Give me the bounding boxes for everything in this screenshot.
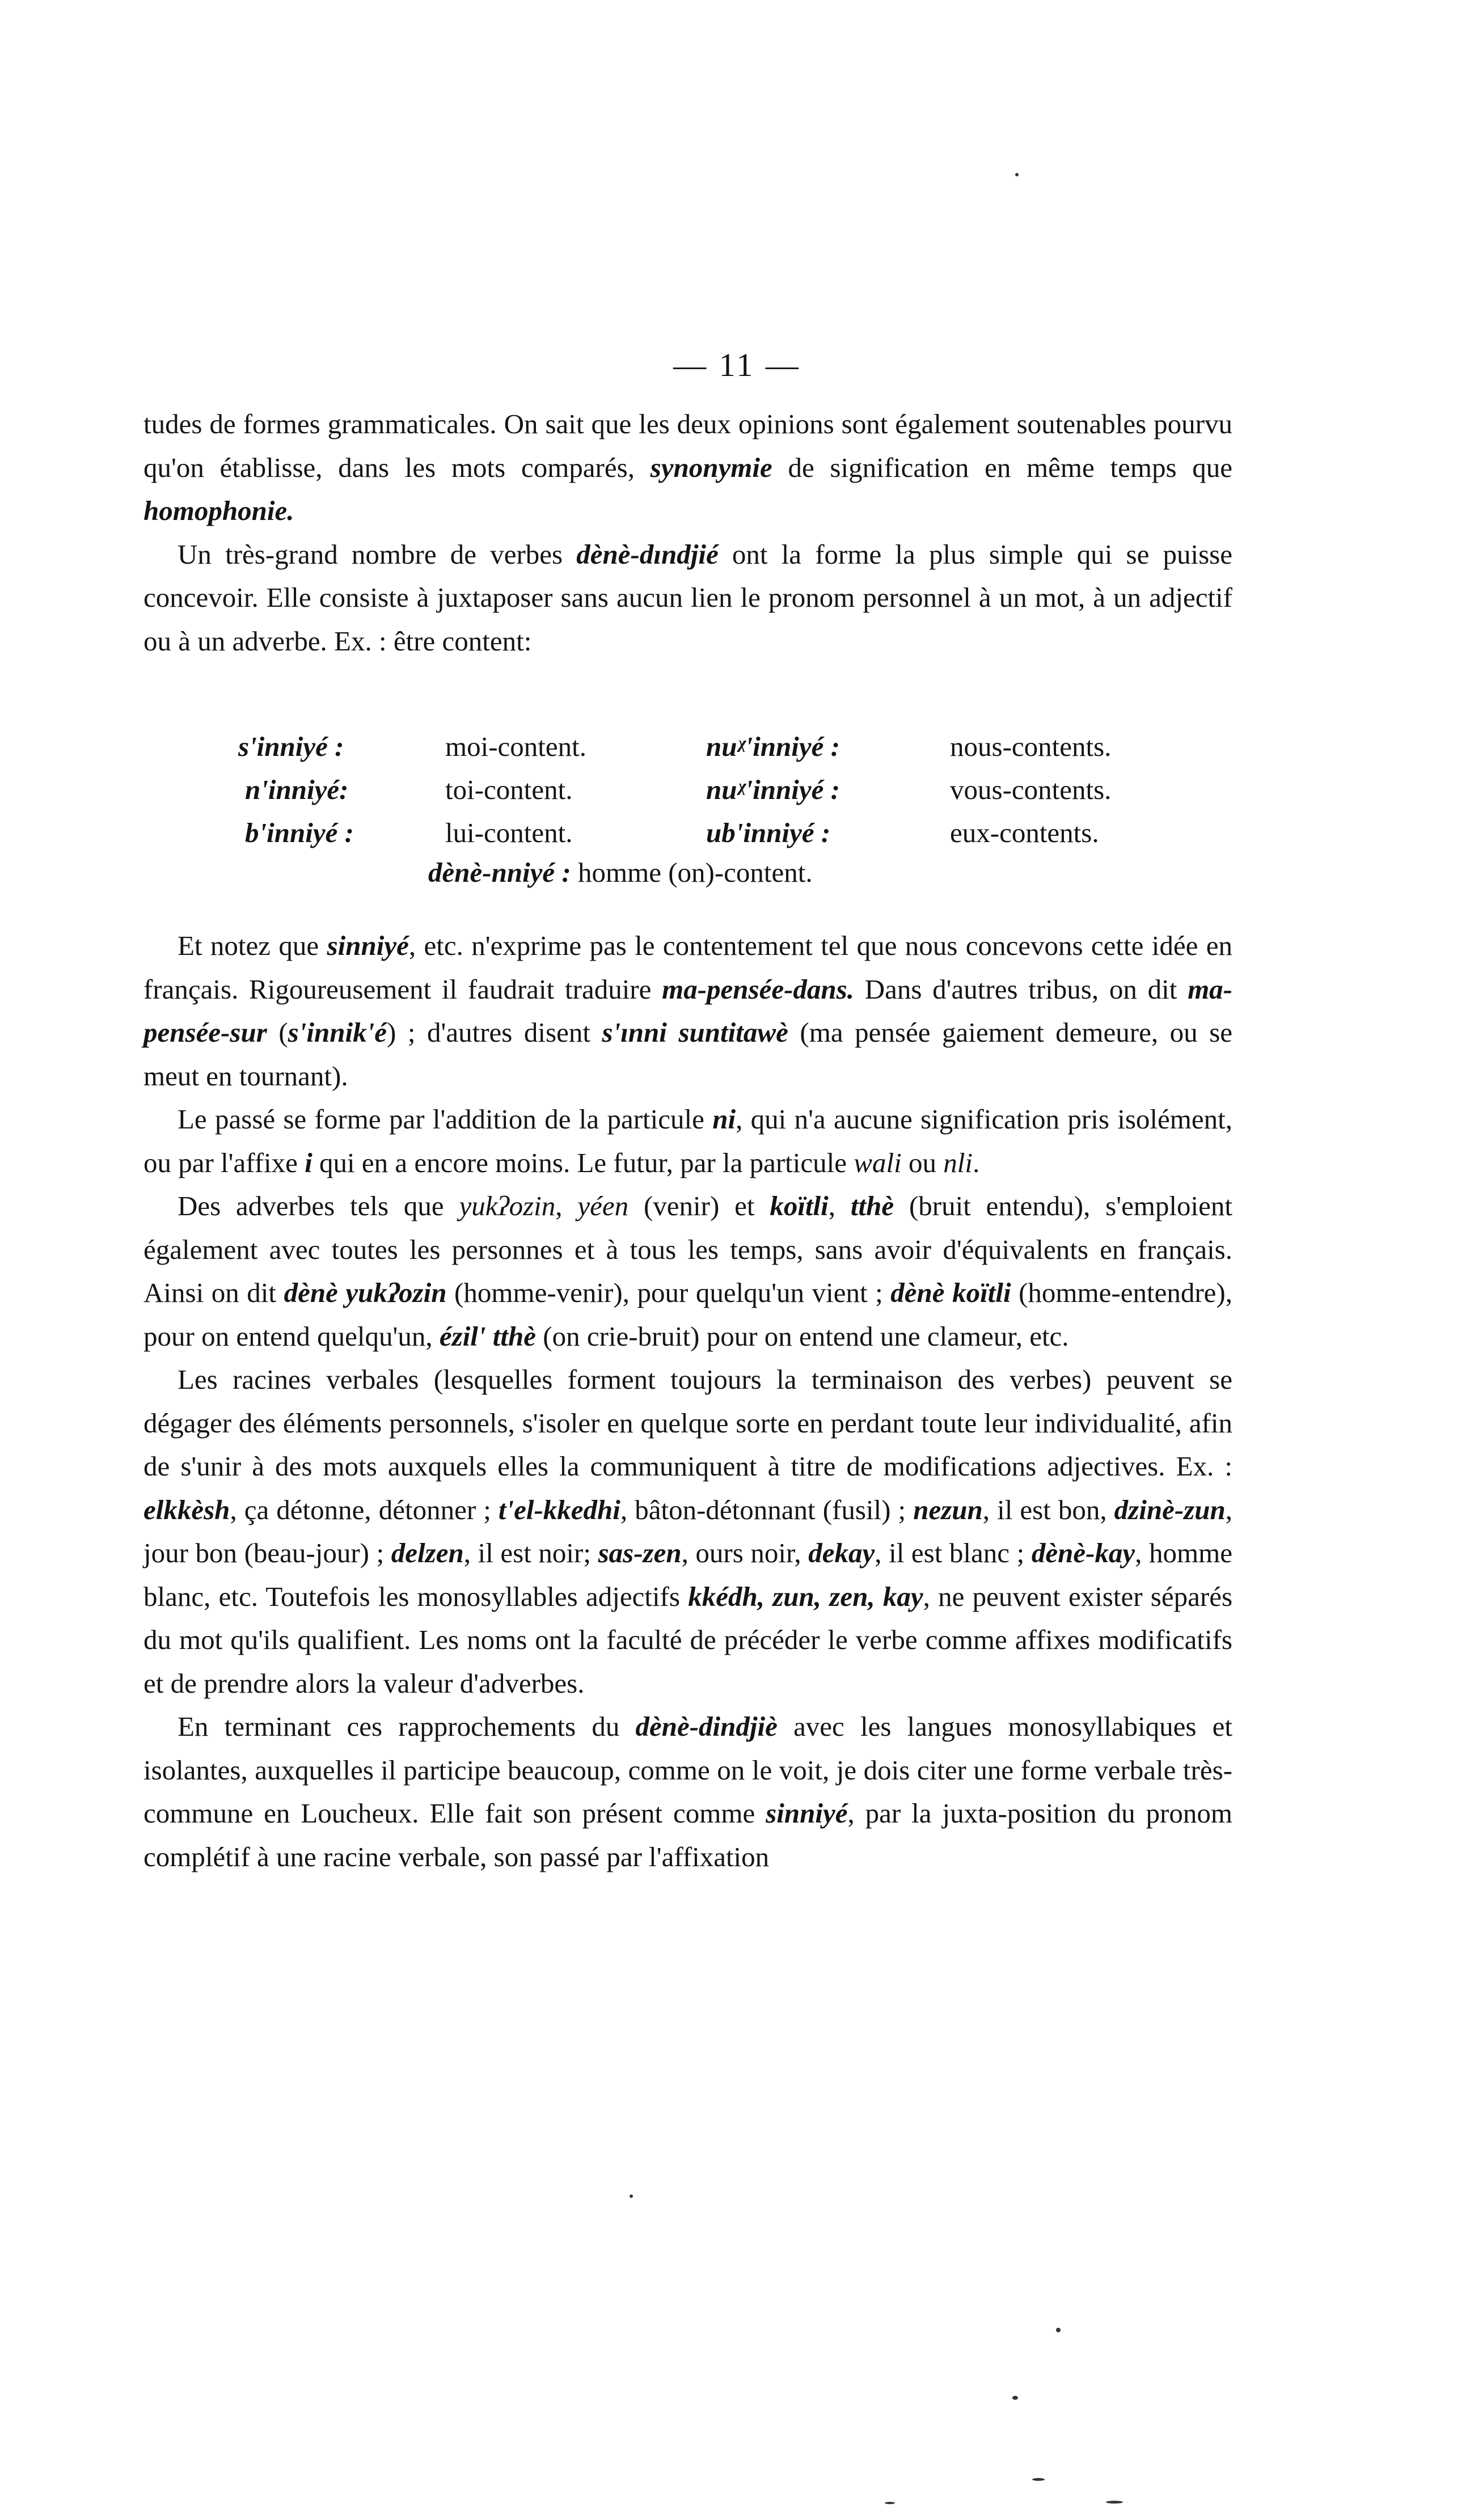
text-run: , ne peuvent exister séparés du mot qu'ils qualifient. Les noms ont la faculté de précéder le verbe comme affixes modificatifs et de prendre alors la valeur d'adverbes. bbox=[143, 1580, 1233, 1699]
text-run: . bbox=[972, 1147, 980, 1178]
dene-nniye-form: dènè-nniyé : bbox=[428, 857, 571, 888]
text-run: de signification en même temps que bbox=[772, 451, 1233, 483]
text-run: ( bbox=[267, 1017, 288, 1048]
print-speck bbox=[1012, 2396, 1018, 2400]
text-run: tudes de formes grammaticales. On sait que les deux opinions sont également soutenables pourvu qu'on établisse, dans les mots comparés, bbox=[143, 408, 1232, 483]
text-run: , par la juxta-position du pronom complétif à une racine verbale, son passé par l'affixation bbox=[143, 1798, 1232, 1872]
meaning-4: nous-contents. bbox=[950, 731, 1112, 762]
term: sas-zen bbox=[598, 1537, 682, 1568]
text-run: , bbox=[828, 1190, 851, 1221]
text-run: , il est bon, bbox=[982, 1494, 1114, 1525]
text-run: , jour bon (beau-jour) ; bbox=[143, 1494, 1232, 1568]
body-text-top bbox=[143, 403, 1232, 663]
term: ma-pensée-dans. bbox=[662, 973, 854, 1005]
text-run: En terminant ces rapprochements du bbox=[178, 1711, 636, 1742]
term: nli bbox=[943, 1147, 973, 1178]
term: yukʔozin bbox=[459, 1190, 556, 1221]
term: koïtli bbox=[770, 1190, 829, 1221]
text-run: Dans d'autres tribus, on dit bbox=[854, 973, 1188, 1005]
pronoun-form-5: nuᵡ'inniyé : bbox=[706, 774, 840, 805]
term: elkkèsh bbox=[143, 1494, 230, 1525]
term: ni bbox=[712, 1103, 736, 1135]
text-run: , etc. n'exprime pas le contentement tel que nous concevons cette idée en français. Rigoureusement il faudrait traduire bbox=[143, 930, 1232, 1005]
text-run: (ma pensée gaiement demeure, ou se meut en tournant). bbox=[143, 1017, 1233, 1092]
term: dènè-kay bbox=[1031, 1537, 1135, 1568]
term-synonymie: synonymie bbox=[650, 451, 772, 483]
term: i bbox=[305, 1147, 312, 1178]
paragraph-2 bbox=[143, 533, 1232, 663]
text-run: (on crie-bruit) pour on entend une clameur, etc. bbox=[536, 1320, 1069, 1352]
term-homophonie: homophonie. bbox=[143, 495, 294, 526]
pronoun-form-6: ub'inniyé : bbox=[706, 817, 831, 848]
text-run: (homme-entendre), pour on entend quelqu'un, bbox=[143, 1277, 1232, 1352]
text-run: (venir) et bbox=[628, 1190, 770, 1221]
text-run: (bruit entendu), s'emploient également avec toutes les personnes et à tous les temps, sans avoir d'équivalents en français. Ainsi on dit bbox=[143, 1190, 1233, 1308]
body-text-main bbox=[143, 924, 1232, 1879]
pronoun-form-3: b'inniyé : bbox=[245, 817, 354, 848]
conjugation-table bbox=[0, 730, 1474, 888]
text-run: Les racines verbales (lesquelles forment toujours la terminaison des verbes) peuvent se dégager des éléments personnels, s'isoler en quelque sorte en perdant toute leur individualité, afin de s'unir à des mots auxquels elles la communiquent à titre de modifications adjectives. Ex. : bbox=[143, 1364, 1232, 1482]
term: t'el-kkedhi bbox=[498, 1494, 620, 1525]
meaning-1: moi-content. bbox=[445, 731, 587, 762]
text-run: Un très-grand nombre de verbes bbox=[178, 538, 577, 570]
text-run: , qui n'a aucune signification pris isolément, ou par l'affixe bbox=[143, 1103, 1232, 1178]
pronoun-form-2: n'inniyé: bbox=[245, 774, 349, 805]
meaning-6: eux-contents. bbox=[950, 817, 1099, 848]
term: s'innik'é bbox=[288, 1017, 387, 1048]
dene-nniye-meaning: homme (on)-content. bbox=[571, 857, 813, 888]
term: wali bbox=[854, 1147, 902, 1178]
pronoun-form-1: s'inniyé : bbox=[238, 731, 344, 762]
text-run: , homme blanc, etc. Toutefois les monosyllables adjectifs bbox=[143, 1537, 1232, 1612]
page-number: — 11 — bbox=[673, 346, 801, 383]
text-run: qui en a encore moins. Le futur, par la particule bbox=[312, 1147, 854, 1178]
term: dènè yukʔozin bbox=[284, 1277, 447, 1308]
meaning-3: lui-content. bbox=[445, 817, 573, 848]
term: ézil' tthè bbox=[439, 1320, 537, 1352]
term-dene-dindjie: dènè-dındjié bbox=[576, 538, 719, 570]
text-run: , bbox=[555, 1190, 578, 1221]
text-run: , bâton-détonnant (fusil) ; bbox=[620, 1494, 914, 1525]
text-run: ou bbox=[901, 1147, 944, 1178]
text-run: Des adverbes tels que bbox=[178, 1190, 459, 1221]
term: delzen bbox=[391, 1537, 464, 1568]
term: yéen bbox=[577, 1190, 629, 1221]
paragraph-6 bbox=[143, 1358, 1232, 1705]
paragraph-7 bbox=[143, 1705, 1232, 1879]
paragraph-4 bbox=[143, 1098, 1232, 1185]
paragraph-1 bbox=[143, 403, 1232, 533]
term: ma-pensée-sur bbox=[143, 973, 1232, 1048]
print-speck bbox=[1106, 2501, 1123, 2504]
paradigm-last-line bbox=[428, 856, 813, 889]
term: dzinè-zun bbox=[1114, 1494, 1226, 1525]
text-run: , il est noir; bbox=[463, 1537, 598, 1568]
term: dènè-dindjiè bbox=[635, 1711, 778, 1742]
text-run: Le passé se forme par l'addition de la particule bbox=[178, 1103, 713, 1135]
term: sinniyé bbox=[766, 1798, 848, 1829]
term: nezun bbox=[913, 1494, 983, 1525]
text-run: Et notez que bbox=[178, 930, 327, 961]
text-run: avec les langues monosyllabiques et isolantes, auxquelles il participe beaucoup, comme on le voit, je dois citer une forme verbale très-commune en Loucheux. Elle fait son présent comme bbox=[143, 1711, 1232, 1829]
text-run: ) ; d'autres disent bbox=[386, 1017, 602, 1048]
print-speck bbox=[885, 2502, 895, 2504]
text-run: , il est blanc ; bbox=[875, 1537, 1032, 1568]
print-speck bbox=[1056, 2328, 1061, 2332]
text-run: , ça détonne, détonner ; bbox=[230, 1494, 499, 1525]
meaning-5: vous-contents. bbox=[950, 774, 1112, 805]
text-run: ont la forme la plus simple qui se puisse concevoir. Elle consiste à juxtaposer sans aucun lien le pronom personnel à un mot, à un adjectif ou à un adverbe. Ex. : être content: bbox=[143, 538, 1232, 657]
term: tthè bbox=[850, 1190, 894, 1221]
paragraph-3 bbox=[143, 924, 1232, 1098]
term: dènè koïtli bbox=[890, 1277, 1011, 1308]
paragraph-5 bbox=[143, 1185, 1232, 1358]
text-run: (homme-venir), pour quelqu'un vient ; bbox=[446, 1277, 891, 1308]
term: dekay bbox=[808, 1537, 875, 1568]
meaning-2: toi-content. bbox=[445, 774, 573, 805]
term: sinniyé bbox=[327, 930, 409, 961]
text-run: , ours noir, bbox=[681, 1537, 809, 1568]
term: kkédh, zun, zen, kay bbox=[688, 1580, 923, 1612]
pronoun-form-4: nuᵡ'inniyé : bbox=[706, 731, 840, 762]
term: s'ınni suntitawè bbox=[602, 1017, 788, 1048]
print-speck bbox=[630, 2195, 633, 2198]
print-speck bbox=[1015, 173, 1019, 176]
print-speck bbox=[1032, 2478, 1045, 2481]
